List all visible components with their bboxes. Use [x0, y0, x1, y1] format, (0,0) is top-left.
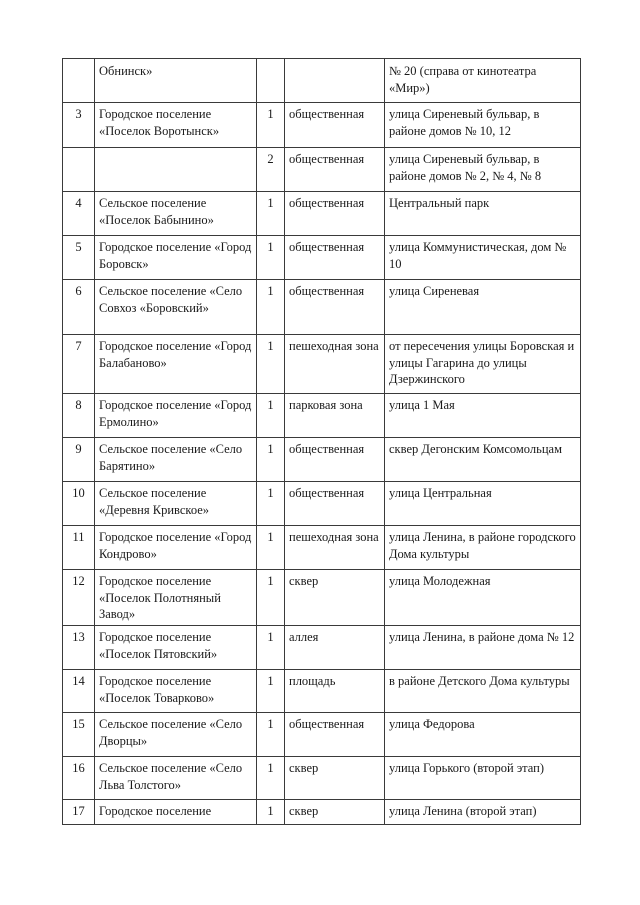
row-number-cell: 13 — [63, 626, 95, 670]
settlement-name-cell: Сельское поселение «Село Совхоз «Боровский» — [95, 280, 257, 335]
row-number-cell — [63, 148, 95, 192]
area-index-cell: 1 — [257, 626, 285, 670]
row-number-cell: 15 — [63, 713, 95, 757]
table-row — [63, 626, 581, 670]
table-row — [63, 670, 581, 713]
area-index-cell: 1 — [257, 670, 285, 713]
area-index-cell — [257, 59, 285, 103]
table-row — [63, 438, 581, 482]
table-row — [63, 757, 581, 800]
area-address-cell: сквер Дегонским Комсомольцам — [385, 438, 581, 482]
area-index-cell: 2 — [257, 148, 285, 192]
area-index-cell: 1 — [257, 394, 285, 438]
settlement-name-cell: Городское поселение «Поселок Товарково» — [95, 670, 257, 713]
area-type-cell: аллея — [285, 626, 385, 670]
improvement-areas-table — [62, 58, 581, 825]
settlement-name-cell: Городское поселение «Город Ермолино» — [95, 394, 257, 438]
area-type-cell: общественная — [285, 148, 385, 192]
settlement-name-cell: Городское поселение «Город Балабаново» — [95, 335, 257, 394]
table-row — [63, 526, 581, 570]
area-index-cell: 1 — [257, 438, 285, 482]
table-row — [63, 335, 581, 394]
area-type-cell: пешеходная зона — [285, 526, 385, 570]
area-address-cell: улица Молодежная — [385, 570, 581, 626]
area-type-cell: пешеходная зона — [285, 335, 385, 394]
area-address-cell: улица Федорова — [385, 713, 581, 757]
settlement-name-cell: Сельское поселение «Село Барятино» — [95, 438, 257, 482]
table-body — [63, 59, 581, 825]
row-number-cell: 7 — [63, 335, 95, 394]
row-number-cell: 8 — [63, 394, 95, 438]
table-row — [63, 800, 581, 825]
area-address-cell: улица Горького (второй этап) — [385, 757, 581, 800]
row-number-cell: 16 — [63, 757, 95, 800]
area-address-cell: улица Ленина, в районе дома № 12 — [385, 626, 581, 670]
row-number-cell: 5 — [63, 236, 95, 280]
table-row — [63, 482, 581, 526]
row-number-cell: 4 — [63, 192, 95, 236]
area-index-cell: 1 — [257, 335, 285, 394]
area-index-cell: 1 — [257, 482, 285, 526]
table-row — [63, 192, 581, 236]
settlement-name-cell: Городское поселение «Поселок Воротынск» — [95, 103, 257, 148]
area-address-cell: улица Ленина, в районе городского Дома культуры — [385, 526, 581, 570]
area-address-cell: улица Коммунистическая, дом № 10 — [385, 236, 581, 280]
area-address-cell: улица Центральная — [385, 482, 581, 526]
area-address-cell: в районе Детского Дома культуры — [385, 670, 581, 713]
area-type-cell: площадь — [285, 670, 385, 713]
area-type-cell: общественная — [285, 103, 385, 148]
area-address-cell: от пересечения улицы Боровская и улицы Гагарина до улицы Дзержинского — [385, 335, 581, 394]
settlement-name-cell: Сельское поселение «Село Льва Толстого» — [95, 757, 257, 800]
area-address-cell: улица Ленина (второй этап) — [385, 800, 581, 825]
area-index-cell: 1 — [257, 713, 285, 757]
area-index-cell: 1 — [257, 526, 285, 570]
row-number-cell: 17 — [63, 800, 95, 825]
area-index-cell: 1 — [257, 800, 285, 825]
area-index-cell: 1 — [257, 192, 285, 236]
area-type-cell: общественная — [285, 236, 385, 280]
area-type-cell: парковая зона — [285, 394, 385, 438]
row-number-cell: 12 — [63, 570, 95, 626]
area-type-cell: общественная — [285, 713, 385, 757]
table-row — [63, 103, 581, 148]
area-index-cell: 1 — [257, 103, 285, 148]
settlement-name-cell: Сельское поселение «Поселок Бабынино» — [95, 192, 257, 236]
row-number-cell: 6 — [63, 280, 95, 335]
settlement-name-cell: Сельское поселение «Село Дворцы» — [95, 713, 257, 757]
settlement-name-cell: Городское поселение «Поселок Пятовский» — [95, 626, 257, 670]
table-row — [63, 570, 581, 626]
table-row — [63, 59, 581, 103]
table-row — [63, 280, 581, 335]
settlement-name-cell: Обнинск» — [95, 59, 257, 103]
settlement-name-cell: Городское поселение «Город Кондрово» — [95, 526, 257, 570]
area-type-cell — [285, 59, 385, 103]
area-type-cell: сквер — [285, 757, 385, 800]
row-number-cell: 14 — [63, 670, 95, 713]
row-number-cell: 3 — [63, 103, 95, 148]
settlement-name-cell: Городское поселение — [95, 800, 257, 825]
row-number-cell — [63, 59, 95, 103]
area-type-cell: сквер — [285, 570, 385, 626]
row-number-cell: 9 — [63, 438, 95, 482]
area-type-cell: сквер — [285, 800, 385, 825]
area-address-cell: улица Сиреневая — [385, 280, 581, 335]
area-index-cell: 1 — [257, 236, 285, 280]
area-index-cell: 1 — [257, 757, 285, 800]
area-type-cell: общественная — [285, 482, 385, 526]
area-type-cell: общественная — [285, 438, 385, 482]
table-row — [63, 713, 581, 757]
row-number-cell: 10 — [63, 482, 95, 526]
row-number-cell: 11 — [63, 526, 95, 570]
area-address-cell: улица Сиреневый бульвар, в районе домов № 2, № 4, № 8 — [385, 148, 581, 192]
table-row — [63, 236, 581, 280]
table-row — [63, 148, 581, 192]
area-address-cell: улица 1 Мая — [385, 394, 581, 438]
area-index-cell: 1 — [257, 570, 285, 626]
area-address-cell: № 20 (справа от кинотеатра «Мир») — [385, 59, 581, 103]
settlement-name-cell — [95, 148, 257, 192]
table-row — [63, 394, 581, 438]
settlement-name-cell: Городское поселение «Поселок Полотняный Завод» — [95, 570, 257, 626]
area-address-cell: Центральный парк — [385, 192, 581, 236]
settlement-name-cell: Городское поселение «Город Боровск» — [95, 236, 257, 280]
settlement-name-cell: Сельское поселение «Деревня Кривское» — [95, 482, 257, 526]
area-type-cell: общественная — [285, 192, 385, 236]
area-index-cell: 1 — [257, 280, 285, 335]
area-address-cell: улица Сиреневый бульвар, в районе домов № 10, 12 — [385, 103, 581, 148]
area-type-cell: общественная — [285, 280, 385, 335]
